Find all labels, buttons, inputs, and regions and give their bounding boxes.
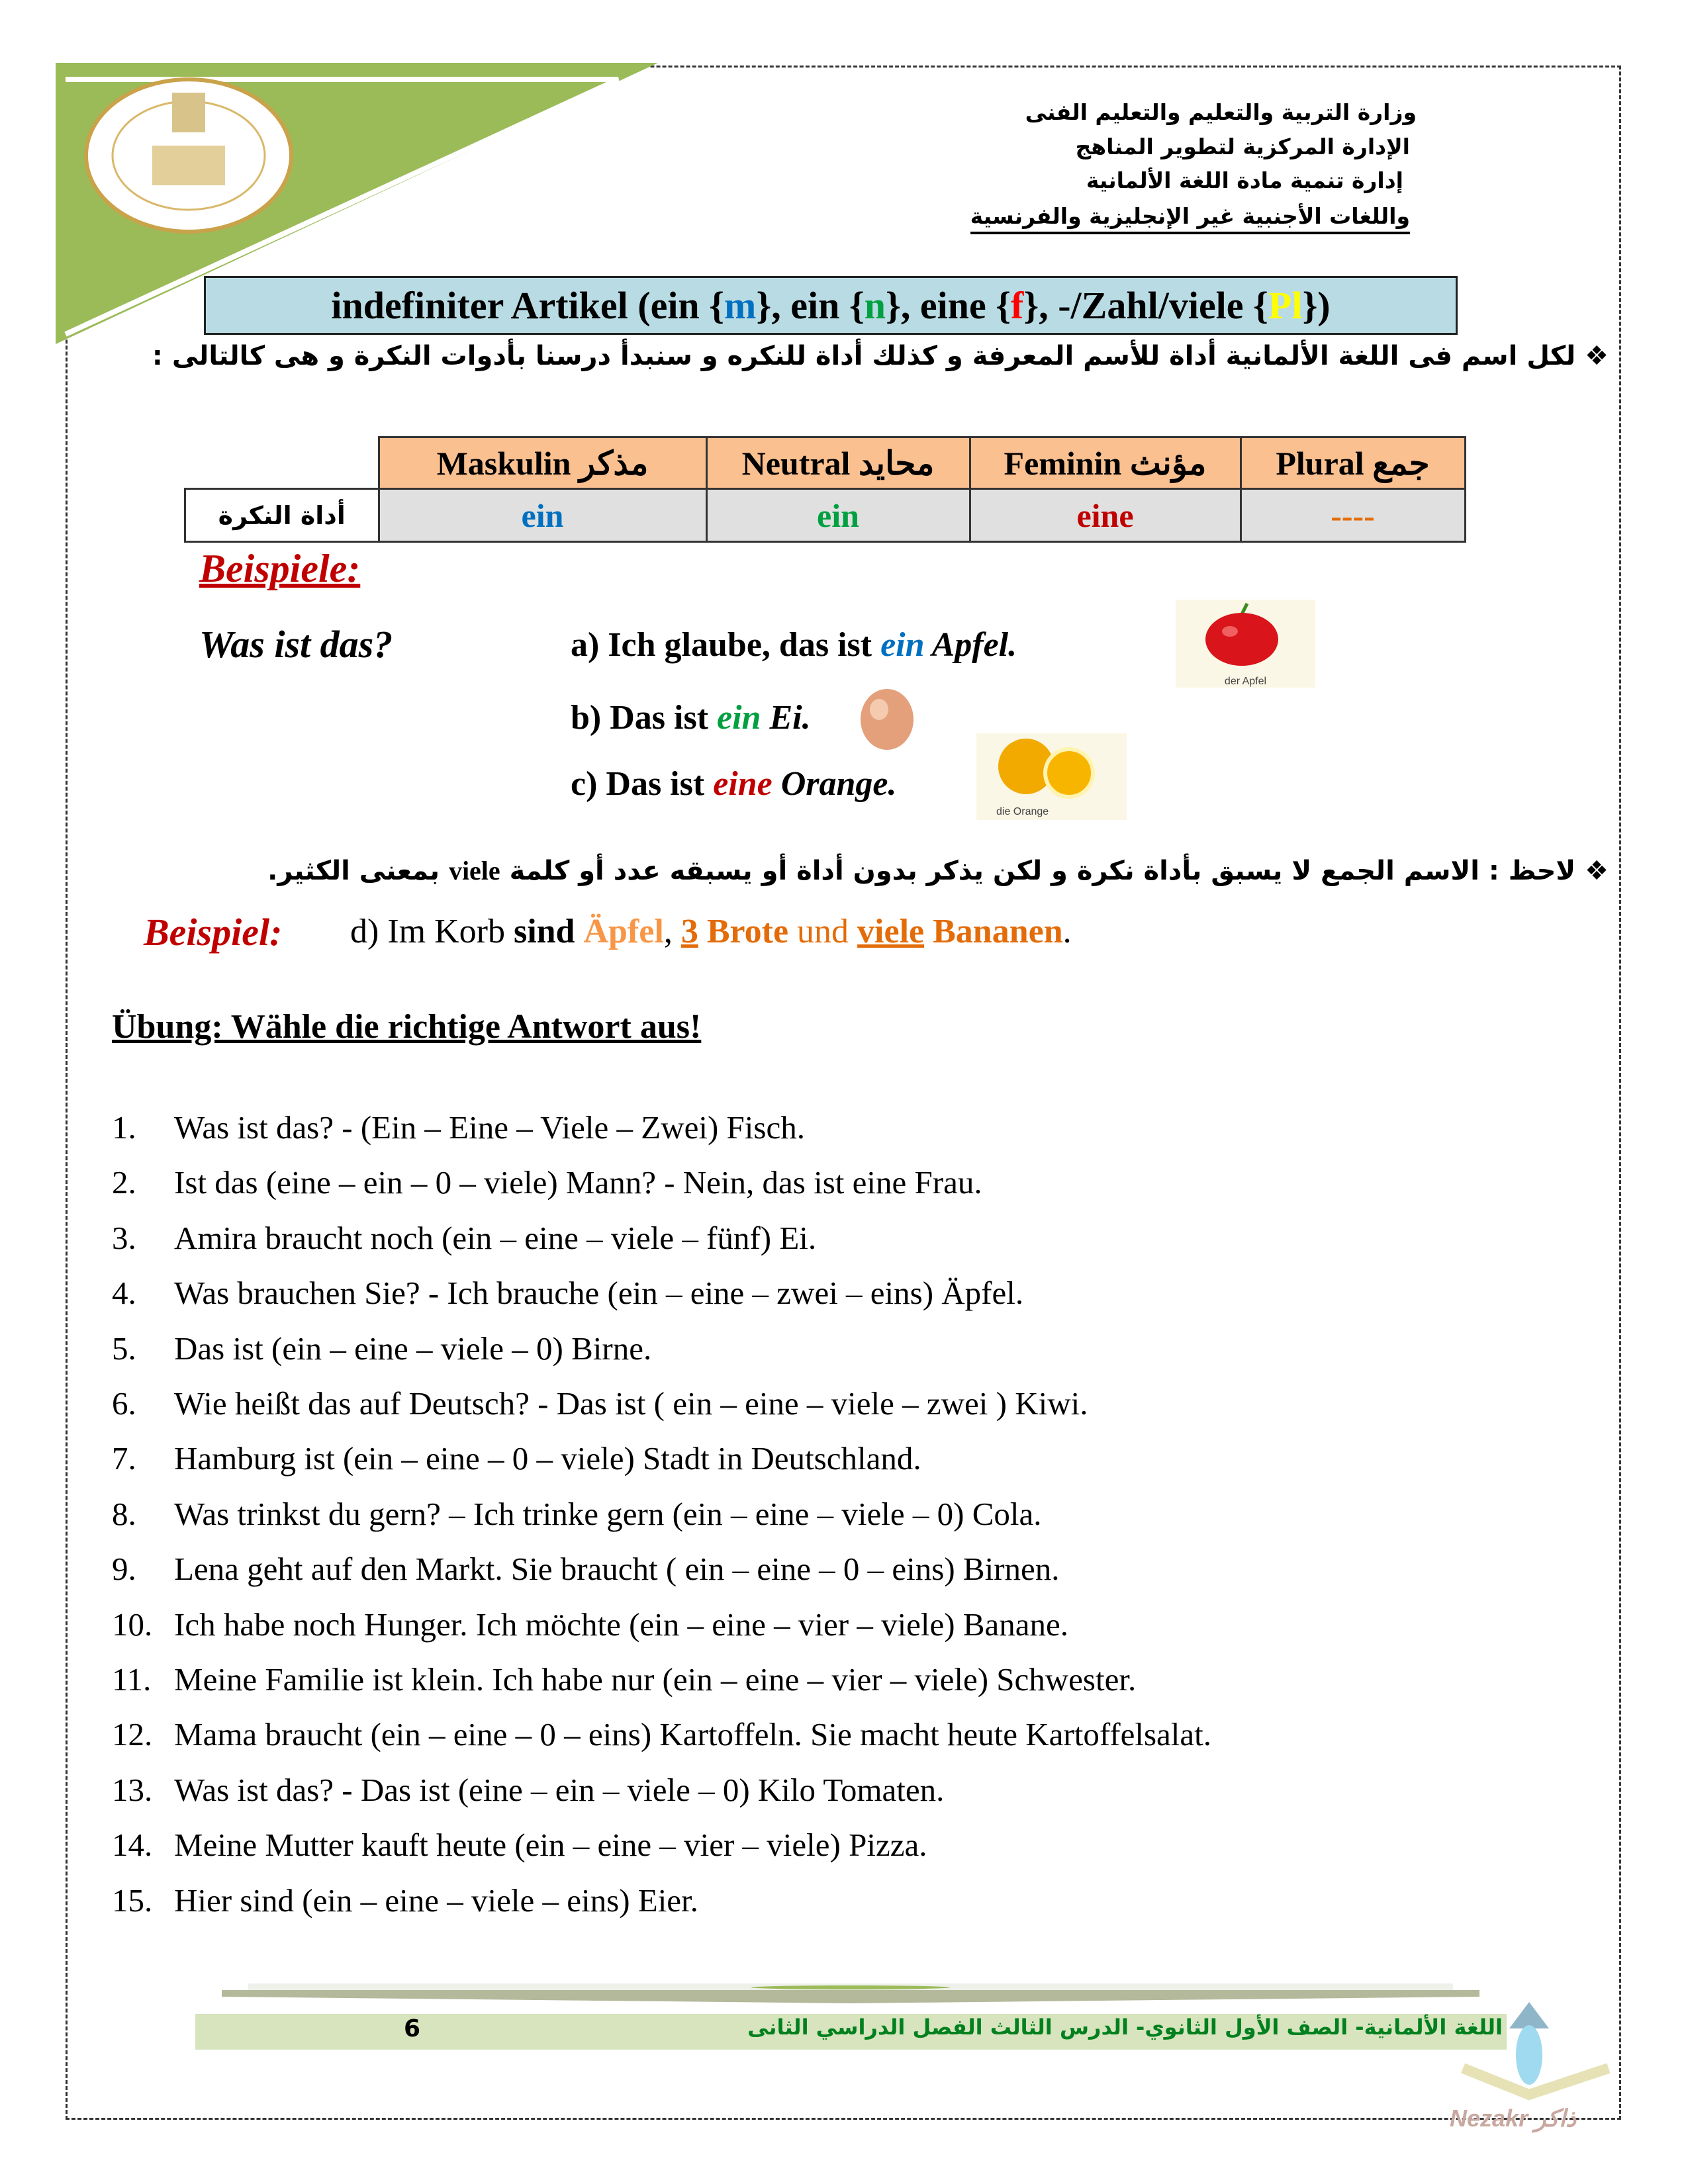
- title-f: f: [1011, 284, 1024, 327]
- item-number: 7.: [112, 1440, 136, 1477]
- note-line: [267, 855, 1609, 886]
- item-text: Hamburg ist (ein – eine – 0 – viele) Stadt in Deutschland.: [174, 1440, 921, 1477]
- item-text: Was trinkst du gern? – Ich trinke gern (ein – eine – viele – 0) Cola.: [174, 1495, 1042, 1532]
- exercise-item: [112, 1826, 927, 1864]
- exercise-item: [112, 1439, 921, 1477]
- item-text: Mama braucht (ein – eine – 0 – eins) Kartoffeln. Sie macht heute Kartoffelsalat.: [174, 1716, 1211, 1753]
- title-pl: Pl: [1268, 284, 1303, 327]
- table-header: Maskulin مذكر: [379, 437, 706, 489]
- item-text: Das ist (ein – eine – viele – 0) Birne.: [174, 1330, 652, 1367]
- intro-line: [152, 341, 1609, 371]
- ministry-seal-logo: [79, 73, 298, 238]
- articles-table: [184, 436, 1466, 543]
- note-word: viele: [448, 856, 500, 886]
- exercise-heading: Übung: Wähle die richtige Antwort aus!: [112, 1008, 702, 1046]
- lesson-title: [204, 276, 1458, 335]
- exercise-item: [112, 1771, 944, 1809]
- item-number: 6.: [112, 1385, 136, 1422]
- example-word: Bananen: [924, 913, 1063, 950]
- table-header: Plural جمع: [1241, 437, 1465, 489]
- item-text: Was brauchen Sie? - Ich brauche (ein – eine – zwei – eins) Äpfel.: [174, 1275, 1024, 1312]
- header-german-dept: إدارة تنمية مادة اللغة الألمانية: [1086, 167, 1403, 193]
- bullet-icon: ❖: [1575, 341, 1609, 371]
- title-m: m: [724, 284, 757, 327]
- item-text: Ich habe noch Hunger. Ich möchte (ein – eine – vier – viele) Banane.: [174, 1606, 1069, 1643]
- example-noun: Apfel.: [924, 626, 1017, 664]
- example-text: und: [788, 913, 858, 950]
- item-number: 15.: [112, 1882, 153, 1919]
- example-article: ein: [717, 699, 761, 737]
- item-number: 11.: [112, 1661, 152, 1698]
- exercise-item: [112, 1882, 698, 1919]
- space: [575, 913, 583, 950]
- item-text: Was ist das? - (Ein – Eine – Viele – Zwei) Fisch.: [174, 1109, 805, 1146]
- item-number: 4.: [112, 1275, 136, 1312]
- exercise-item: [112, 1606, 1068, 1643]
- example-c: [571, 764, 897, 803]
- exercise-item: [112, 1109, 805, 1146]
- exercise-item: [112, 1495, 1042, 1533]
- example-a: [571, 625, 1017, 664]
- apple-caption: der Apfel: [1224, 676, 1267, 687]
- item-number: 12.: [112, 1716, 153, 1753]
- item-text: Meine Mutter kauft heute (ein – eine – vier – viele) Pizza.: [174, 1827, 927, 1864]
- example-verb: sind: [513, 913, 575, 950]
- orange-image: [976, 733, 1127, 820]
- title-text: }): [1302, 284, 1331, 327]
- apple-icon: [1176, 600, 1315, 672]
- item-text: Was ist das? - Das ist (eine – ein – viele – 0) Kilo Tomaten.: [174, 1771, 945, 1808]
- exercise-item: [112, 1715, 1211, 1753]
- apple-image: [1176, 600, 1315, 688]
- example-article: eine: [713, 765, 773, 803]
- title-n: n: [864, 284, 886, 327]
- exercise-item: [112, 1163, 982, 1201]
- exercise-item: [112, 1274, 1023, 1312]
- item-number: 8.: [112, 1495, 136, 1532]
- title-text: }, -/Zahl/viele {: [1023, 284, 1268, 327]
- graduation-book-icon: [1450, 2002, 1622, 2101]
- header-ministry: وزارة التربية والتعليم والتعليم الفنى: [1025, 99, 1417, 125]
- table-cell: ein: [706, 489, 970, 542]
- exercise-item: [112, 1385, 1088, 1422]
- item-text: Lena geht auf den Markt. Sie braucht ( ein – eine – 0 – eins) Birnen.: [174, 1551, 1060, 1588]
- table-cell: ein: [379, 489, 706, 542]
- item-number: 3.: [112, 1219, 136, 1256]
- table-cell: eine: [970, 489, 1241, 542]
- header-curriculum-dept: الإدارة المركزية لتطوير المناهج: [1075, 134, 1410, 159]
- note-text: لاحظ : الاسم الجمع لا يسبق بأداة نكرة و لكن يذكر بدون أداة أو يسبقه عدد أو كلمة: [500, 856, 1576, 886]
- example-word: Äpfel: [583, 913, 664, 950]
- title-text: }, eine {: [885, 284, 1011, 327]
- exercise-item: [112, 1661, 1136, 1698]
- example-b: [571, 698, 811, 737]
- exercise-item: [112, 1550, 1060, 1588]
- intro-text: لكل اسم فى اللغة الألمانية أداة للأسم المعرفة و كذلك أداة للنكره و سنبدأ درسنا بأدوات النكرة و هى كالتالى :: [152, 341, 1576, 371]
- example-text: .: [1062, 913, 1072, 950]
- table-row-label: أداة النكرة: [185, 489, 379, 542]
- watermark-text: Nezakr ذاكر: [1450, 2105, 1577, 2132]
- footer-course: اللغة الألمانية- الصف الأول الثانوي- الدرس الثالث الفصل الدراسي الثانى: [747, 2015, 1503, 2040]
- example-number: 3: [680, 913, 698, 950]
- item-number: 10.: [112, 1606, 153, 1643]
- example-word: Brote: [698, 913, 789, 950]
- item-text: Wie heißt das auf Deutsch? - Das ist ( ein – eine – viele – zwei ) Kiwi.: [174, 1385, 1088, 1422]
- orange-icon: [976, 733, 1127, 803]
- header-foreign-lang: واللغات الأجنبية غير الإنجليزية والفرنسية: [970, 203, 1410, 234]
- title-text: indefiniter Artikel (ein {: [331, 284, 725, 327]
- table-empty-cell: [185, 437, 379, 489]
- exercise-item: [112, 1219, 816, 1257]
- table-cell: ----: [1241, 489, 1465, 542]
- item-text: Hier sind (ein – eine – viele – eins) Eier.: [174, 1882, 698, 1919]
- title-text: }, ein {: [756, 284, 865, 327]
- example-noun: Ei.: [761, 699, 811, 737]
- example-text: a) Ich glaube, das ist: [571, 626, 881, 664]
- examples-heading: Beispiele:: [199, 547, 361, 590]
- example-text: ,: [663, 913, 681, 950]
- example-d-label: Beispiel:: [144, 911, 283, 954]
- bullet-icon: ❖: [1575, 856, 1609, 886]
- note-text: بمعنى الكثير.: [267, 856, 449, 886]
- example-text: c) Das ist: [571, 765, 714, 803]
- example-question: Was ist das?: [199, 623, 393, 666]
- item-number: 2.: [112, 1164, 136, 1201]
- watermark-logo: [1450, 2002, 1622, 2134]
- item-text: Ist das (eine – ein – 0 – viele) Mann? - Nein, das ist eine Frau.: [174, 1164, 982, 1201]
- orange-caption: die Orange: [996, 806, 1049, 817]
- page-number: 6: [404, 2015, 421, 2042]
- example-d: [350, 912, 1072, 951]
- item-text: Meine Familie ist klein. Ich habe nur (ein – eine – vier – viele) Schwester.: [174, 1661, 1137, 1698]
- example-text: b) Das ist: [571, 699, 718, 737]
- example-noun: Orange.: [772, 765, 897, 803]
- item-number: 1.: [112, 1109, 136, 1146]
- item-number: 13.: [112, 1771, 153, 1808]
- table-header: Neutral محايد: [706, 437, 970, 489]
- exercise-item: [112, 1330, 651, 1367]
- example-word: viele: [857, 913, 925, 950]
- item-number: 9.: [112, 1551, 136, 1588]
- page-border: [66, 66, 1621, 2120]
- table-header: Feminin مؤنث: [970, 437, 1241, 489]
- item-text: Amira braucht noch (ein – eine – viele – fünf) Ei.: [174, 1219, 817, 1256]
- item-number: 5.: [112, 1330, 136, 1367]
- egg-icon: [858, 683, 917, 753]
- footer-decor-bar: [222, 1982, 1479, 2009]
- item-number: 14.: [112, 1827, 153, 1864]
- example-article: ein: [880, 626, 925, 664]
- example-text: d) Im Korb: [350, 913, 514, 950]
